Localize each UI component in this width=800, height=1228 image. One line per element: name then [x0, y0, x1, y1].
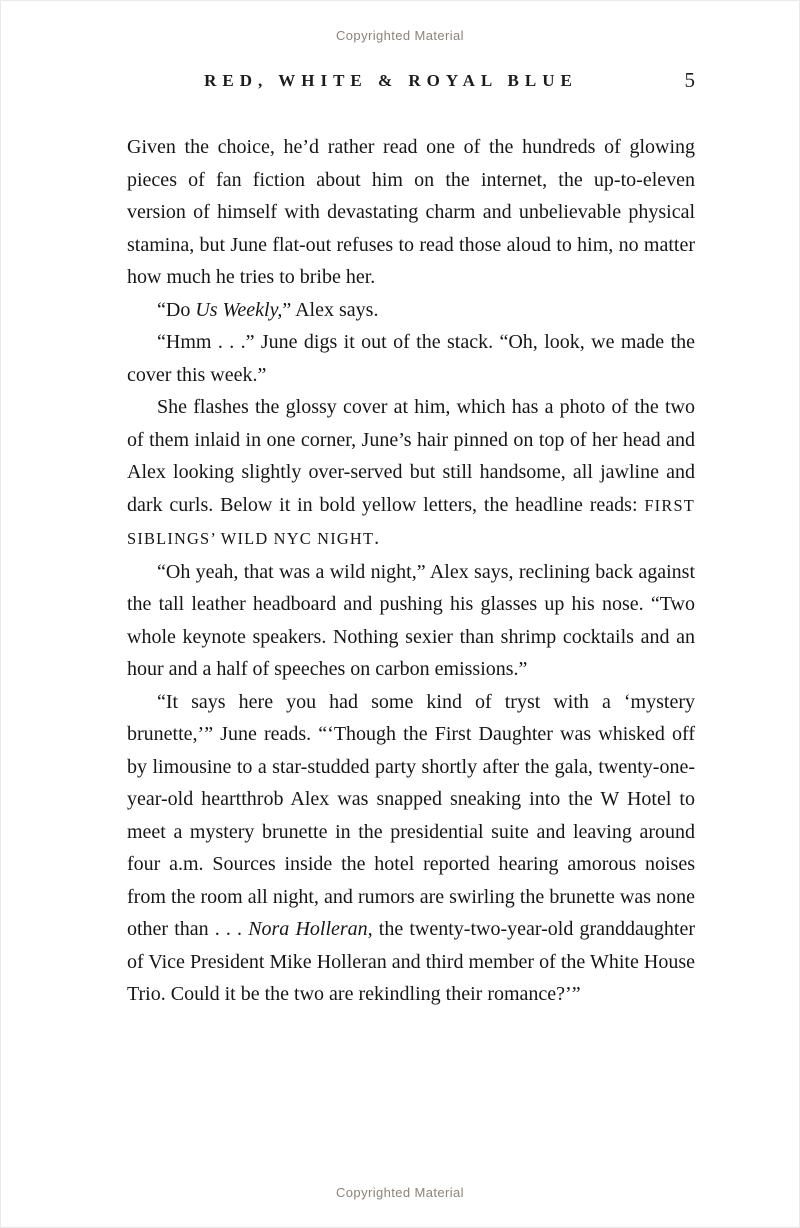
paragraph	[127, 326, 695, 391]
copyright-notice-bottom: Copyrighted Material	[336, 1185, 464, 1200]
paragraph	[127, 294, 695, 327]
text-segment-normal: “Hmm . . .” June digs it out of the stack. “Oh, look, we made the cover this week.”	[127, 331, 695, 386]
copyright-notice-top: Copyrighted Material	[336, 28, 464, 43]
text-segment-italic: Us Weekly,	[195, 298, 283, 321]
body-text	[127, 131, 695, 1011]
running-head-title: RED, WHITE & ROYAL BLUE	[204, 71, 578, 90]
text-segment-smallcaps: FIRST SIBLINGS’ WILD NYC NIGHT	[127, 495, 695, 548]
text-segment-normal: “It says here you had some kind of tryst with a ‘mystery brunette,’” June reads. “‘Though the First Daughter was whisked off by limousine to a star-studded party shortly after the gala, twenty-one-year-old heartthrob Alex was snapped sneaking into the W Hotel to meet a mystery brunette in the presidential suite and leaving around four a.m. Sources inside the hotel reported hearing amorous noises from the room all night, and rumors are swirling the brunette was none other than . . .	[127, 690, 695, 940]
paragraph	[127, 131, 695, 294]
text-segment-normal: ” Alex says.	[282, 298, 379, 321]
text-segment-normal: .	[374, 527, 380, 549]
page-number: 5	[684, 68, 695, 92]
text-segment-normal: “Do	[157, 298, 196, 321]
text-segment-normal: the twenty-two-year-old granddaughter of Vice President Mike Holleran and third member of the White House Trio. Could it be the two are rekindling their romance?’”	[127, 918, 695, 1005]
paragraph	[127, 556, 695, 686]
paragraph	[127, 391, 695, 556]
text-segment-normal: Given the choice, he’d rather read one of the hundreds of glowing pieces of fan fiction about him on the internet, the up-to-eleven version of himself with devastating charm and unbelievable physical stamina, but June flat-out refuses to read those aloud to him, no matter how much he tries to bribe her.	[127, 136, 695, 288]
page-header	[127, 68, 695, 101]
text-segment-italic: Nora Holleran,	[248, 918, 373, 940]
text-segment-normal: She flashes the glossy cover at him, which has a photo of the two of them inlaid in one corner, June’s hair pinned on top of her head and Alex looking slightly over-served but still handsome, all jawline and dark curls. Below it in bold yellow letters, the headline reads:	[127, 396, 695, 516]
paragraph	[127, 686, 695, 1011]
text-segment-normal: “Oh yeah, that was a wild night,” Alex says, reclining back against the tall leather headboard and pushing his glasses up his nose. “Two whole keynote speakers. Nothing sexier than shrimp cocktails and an hour and a half of speeches on carbon emissions.”	[127, 560, 695, 680]
